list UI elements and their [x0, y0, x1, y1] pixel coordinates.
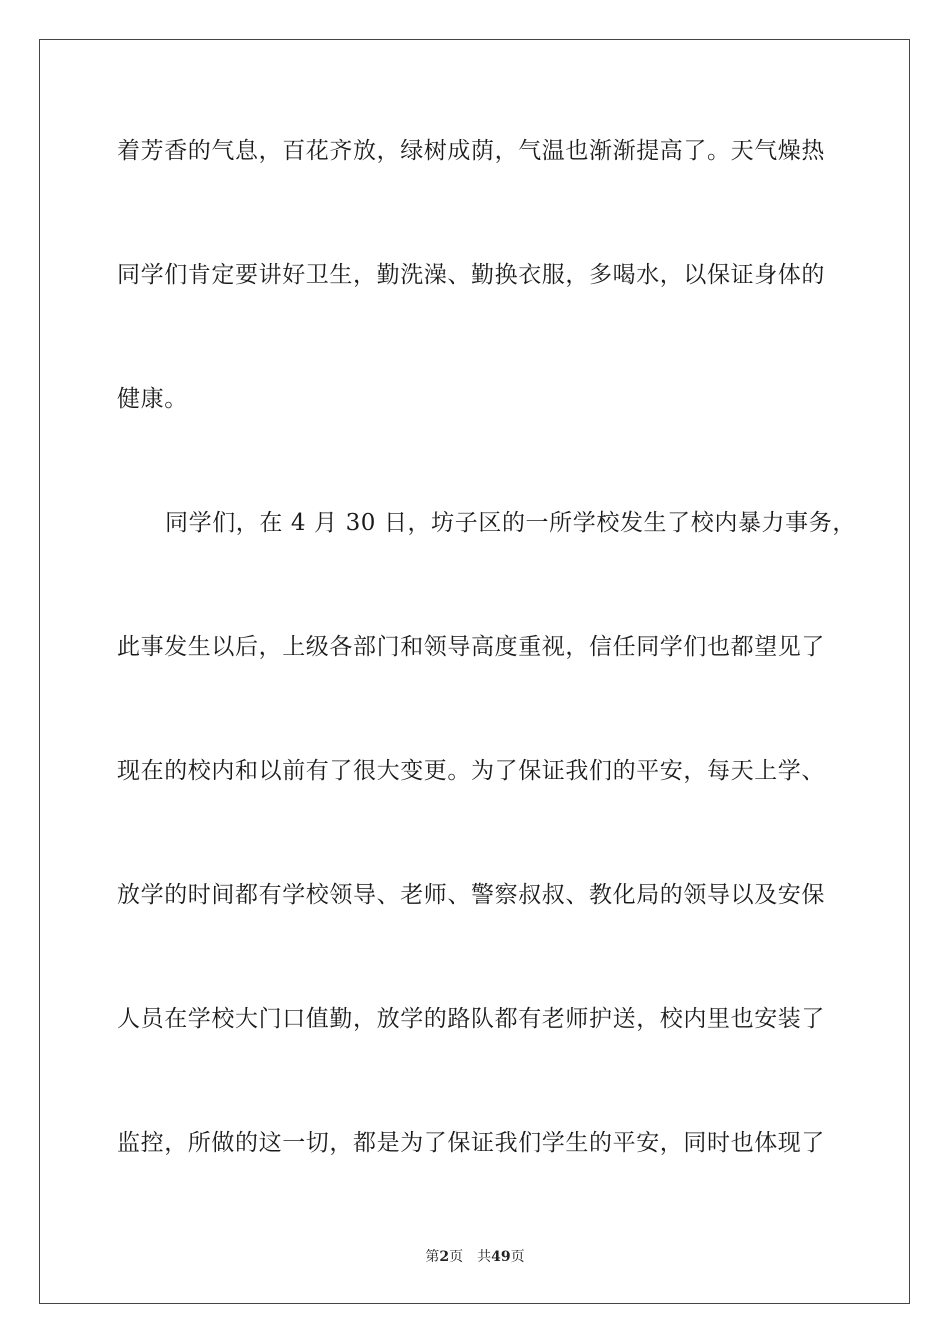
text-line-4: 同学们，在 4 月 30 日，坊子区的一所学校发生了校内暴力事务， — [165, 510, 856, 536]
text-line-3: 健康。 — [117, 386, 188, 412]
total-prefix: 共 — [477, 1249, 492, 1265]
page-border — [39, 39, 910, 1304]
text-line-6: 现在的校内和以前有了很大变更。为了保证我们的平安，每天上学、 — [117, 758, 825, 784]
text-line-9: 监控，所做的这一切，都是为了保证我们学生的平安，同时也体现了 — [117, 1130, 825, 1156]
text-line-5: 此事发生以后，上级各部门和领导高度重视，信任同学们也都望见了 — [117, 634, 825, 660]
total-suffix: 页 — [510, 1249, 525, 1265]
total-pages: 49 — [491, 1249, 511, 1265]
text-line-8: 人员在学校大门口值勤，放学的路队都有老师护送，校内里也安装了 — [117, 1006, 825, 1032]
page-prefix: 第 — [425, 1249, 440, 1265]
page-suffix: 页 — [449, 1249, 464, 1265]
page-number: 2 — [439, 1249, 450, 1265]
text-line-7: 放学的时间都有学校领导、老师、警察叔叔、教化局的领导以及安保 — [117, 882, 825, 908]
text-line-1: 着芳香的气息，百花齐放，绿树成荫，气温也渐渐提高了。天气燥热 — [117, 138, 825, 164]
page-footer — [0, 1248, 950, 1266]
text-line-2: 同学们肯定要讲好卫生，勤洗澡、勤换衣服，多喝水，以保证身体的 — [117, 262, 825, 288]
